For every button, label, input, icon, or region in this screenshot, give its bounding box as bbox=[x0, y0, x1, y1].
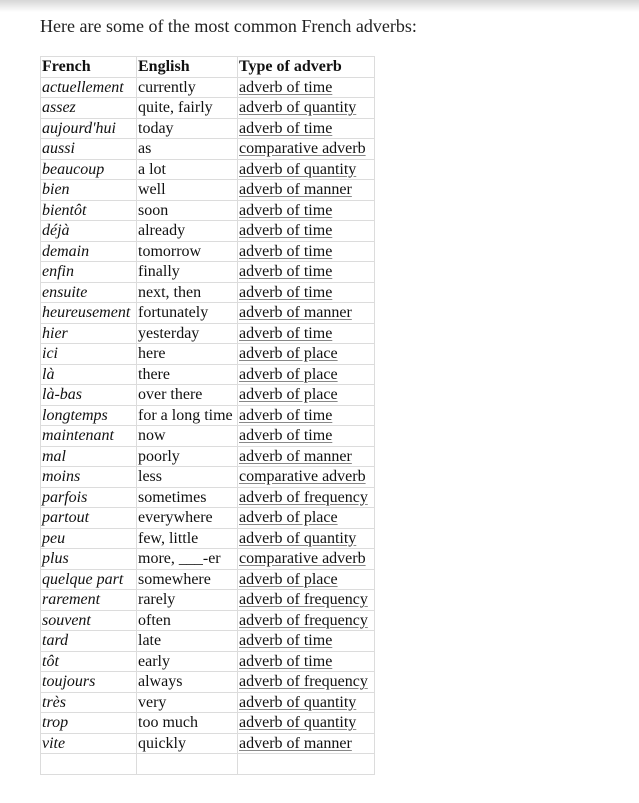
table-row bbox=[41, 651, 375, 672]
adverb-type-link[interactable]: adverb of place bbox=[239, 345, 338, 363]
adverb-type-link[interactable]: adverb of time bbox=[239, 406, 333, 424]
adverb-type-cell bbox=[238, 241, 375, 262]
adverb-type-link[interactable]: comparative adverb bbox=[239, 550, 366, 568]
english-translation: yesterday bbox=[137, 323, 238, 344]
table-row bbox=[41, 446, 375, 467]
adverb-type-cell bbox=[238, 364, 375, 385]
english-translation: next, then bbox=[137, 282, 238, 303]
english-translation: very bbox=[137, 692, 238, 713]
adverb-type-link[interactable]: adverb of time bbox=[239, 119, 333, 137]
adverb-type-link[interactable]: adverb of time bbox=[239, 242, 333, 260]
english-translation: today bbox=[137, 118, 238, 139]
table-row bbox=[41, 303, 375, 324]
adverb-type-link[interactable]: adverb of manner bbox=[239, 181, 352, 199]
table-row bbox=[41, 364, 375, 385]
table-row bbox=[41, 344, 375, 365]
adverb-type-link[interactable]: adverb of time bbox=[239, 263, 333, 281]
adverb-type-cell bbox=[238, 344, 375, 365]
english-translation: here bbox=[137, 344, 238, 365]
adverb-type-cell bbox=[238, 385, 375, 406]
empty-cell bbox=[41, 754, 137, 775]
adverb-type-link[interactable]: adverb of time bbox=[239, 324, 333, 342]
english-translation: currently bbox=[137, 77, 238, 98]
adverb-type-link[interactable]: adverb of manner bbox=[239, 734, 352, 752]
header-french: French bbox=[41, 57, 137, 78]
adverb-type-cell bbox=[238, 590, 375, 611]
adverb-type-cell bbox=[238, 610, 375, 631]
table-row bbox=[41, 385, 375, 406]
adverb-type-link[interactable]: adverb of place bbox=[239, 386, 338, 404]
french-word: mal bbox=[41, 446, 137, 467]
table-row bbox=[41, 159, 375, 180]
adverb-type-cell bbox=[238, 262, 375, 283]
adverb-type-cell bbox=[238, 508, 375, 529]
adverb-type-link[interactable]: adverb of frequency bbox=[239, 611, 368, 629]
adverb-type-cell bbox=[238, 733, 375, 754]
french-word: là bbox=[41, 364, 137, 385]
french-word: ici bbox=[41, 344, 137, 365]
adverb-type-cell bbox=[238, 98, 375, 119]
french-word: hier bbox=[41, 323, 137, 344]
table-row bbox=[41, 77, 375, 98]
english-translation: often bbox=[137, 610, 238, 631]
adverb-type-cell bbox=[238, 713, 375, 734]
adverbs-table bbox=[40, 56, 375, 775]
french-word: souvent bbox=[41, 610, 137, 631]
adverb-type-link[interactable]: adverb of quantity bbox=[239, 529, 357, 547]
french-word: très bbox=[41, 692, 137, 713]
french-word: enfin bbox=[41, 262, 137, 283]
french-word: toujours bbox=[41, 672, 137, 693]
table-row bbox=[41, 713, 375, 734]
english-translation: already bbox=[137, 221, 238, 242]
table-row bbox=[41, 323, 375, 344]
adverb-type-cell bbox=[238, 446, 375, 467]
adverb-type-cell bbox=[238, 569, 375, 590]
french-word: trop bbox=[41, 713, 137, 734]
french-word: aussi bbox=[41, 139, 137, 160]
adverb-type-link[interactable]: adverb of frequency bbox=[239, 673, 368, 691]
english-translation: now bbox=[137, 426, 238, 447]
table-row bbox=[41, 180, 375, 201]
english-translation: somewhere bbox=[137, 569, 238, 590]
english-translation: less bbox=[137, 467, 238, 488]
table-row bbox=[41, 467, 375, 488]
english-translation: as bbox=[137, 139, 238, 160]
english-translation: for a long time bbox=[137, 405, 238, 426]
english-translation: few, little bbox=[137, 528, 238, 549]
english-translation: finally bbox=[137, 262, 238, 283]
english-translation: soon bbox=[137, 200, 238, 221]
english-translation: fortunately bbox=[137, 303, 238, 324]
english-translation: tomorrow bbox=[137, 241, 238, 262]
adverb-type-link[interactable]: adverb of quantity bbox=[239, 99, 357, 117]
adverb-type-link[interactable]: adverb of time bbox=[239, 222, 333, 240]
english-translation: sometimes bbox=[137, 487, 238, 508]
table-row bbox=[41, 241, 375, 262]
french-word: quelque part bbox=[41, 569, 137, 590]
adverb-type-link[interactable]: comparative adverb bbox=[239, 140, 366, 158]
adverb-type-link[interactable]: adverb of time bbox=[239, 652, 333, 670]
table-row bbox=[41, 426, 375, 447]
adverb-type-cell bbox=[238, 139, 375, 160]
adverb-type-link[interactable]: adverb of time bbox=[239, 427, 333, 445]
french-word: tôt bbox=[41, 651, 137, 672]
english-translation: poorly bbox=[137, 446, 238, 467]
french-word: bientôt bbox=[41, 200, 137, 221]
table-row bbox=[41, 405, 375, 426]
adverb-type-cell bbox=[238, 426, 375, 447]
table-row bbox=[41, 610, 375, 631]
table-row bbox=[41, 528, 375, 549]
french-word: ensuite bbox=[41, 282, 137, 303]
adverb-type-link[interactable]: adverb of place bbox=[239, 365, 338, 383]
french-word: bien bbox=[41, 180, 137, 201]
intro-text: Here are some of the most common French adverbs: bbox=[40, 16, 417, 36]
empty-cell bbox=[137, 754, 238, 775]
adverb-type-cell bbox=[238, 221, 375, 242]
french-word: déjà bbox=[41, 221, 137, 242]
header-row bbox=[41, 57, 375, 78]
table-row bbox=[41, 282, 375, 303]
french-word: rarement bbox=[41, 590, 137, 611]
table-row bbox=[41, 631, 375, 652]
adverb-type-cell bbox=[238, 405, 375, 426]
english-translation: rarely bbox=[137, 590, 238, 611]
adverb-type-link[interactable]: adverb of frequency bbox=[239, 488, 368, 506]
french-word: maintenant bbox=[41, 426, 137, 447]
top-shadow bbox=[0, 0, 639, 12]
french-word: partout bbox=[41, 508, 137, 529]
french-word: heureusement bbox=[41, 303, 137, 324]
header-type: Type of adverb bbox=[238, 57, 375, 78]
header-english: English bbox=[137, 57, 238, 78]
adverb-type-cell bbox=[238, 631, 375, 652]
adverb-type-cell bbox=[238, 282, 375, 303]
french-word: longtemps bbox=[41, 405, 137, 426]
adverb-type-link[interactable]: adverb of place bbox=[239, 509, 338, 527]
french-word: peu bbox=[41, 528, 137, 549]
adverb-type-link[interactable]: adverb of time bbox=[239, 201, 333, 219]
table-row bbox=[41, 590, 375, 611]
adverb-type-cell bbox=[238, 692, 375, 713]
table-row bbox=[41, 139, 375, 160]
adverb-type-cell bbox=[238, 651, 375, 672]
table-row bbox=[41, 221, 375, 242]
table-row bbox=[41, 672, 375, 693]
english-translation: too much bbox=[137, 713, 238, 734]
adverb-type-link[interactable]: adverb of quantity bbox=[239, 160, 357, 178]
adverb-type-link[interactable]: adverb of quantity bbox=[239, 714, 357, 732]
french-word: moins bbox=[41, 467, 137, 488]
table-row bbox=[41, 200, 375, 221]
french-word: vite bbox=[41, 733, 137, 754]
adverb-type-link[interactable]: adverb of manner bbox=[239, 304, 352, 322]
adverb-type-cell bbox=[238, 323, 375, 344]
adverb-type-cell bbox=[238, 159, 375, 180]
french-word: là-bas bbox=[41, 385, 137, 406]
english-translation: always bbox=[137, 672, 238, 693]
english-translation: more, ___-er bbox=[137, 549, 238, 570]
adverb-type-link[interactable]: adverb of time bbox=[239, 78, 333, 96]
adverb-type-link[interactable]: adverb of quantity bbox=[239, 693, 357, 711]
adverb-type-cell bbox=[238, 528, 375, 549]
adverb-type-link[interactable]: adverb of manner bbox=[239, 447, 352, 465]
table-row bbox=[41, 262, 375, 283]
adverb-type-cell bbox=[238, 467, 375, 488]
adverb-type-link[interactable]: adverb of time bbox=[239, 632, 333, 650]
english-translation: there bbox=[137, 364, 238, 385]
english-translation: quite, fairly bbox=[137, 98, 238, 119]
french-word: actuellement bbox=[41, 77, 137, 98]
english-translation: well bbox=[137, 180, 238, 201]
table-row bbox=[41, 549, 375, 570]
table-row bbox=[41, 98, 375, 119]
adverb-type-cell bbox=[238, 200, 375, 221]
adverb-type-cell bbox=[238, 118, 375, 139]
adverb-type-link[interactable]: adverb of frequency bbox=[239, 591, 368, 609]
french-word: demain bbox=[41, 241, 137, 262]
adverb-type-cell bbox=[238, 487, 375, 508]
table-row bbox=[41, 118, 375, 139]
table-row bbox=[41, 487, 375, 508]
english-translation: over there bbox=[137, 385, 238, 406]
french-word: plus bbox=[41, 549, 137, 570]
table-row bbox=[41, 733, 375, 754]
english-translation: quickly bbox=[137, 733, 238, 754]
adverb-type-cell bbox=[238, 180, 375, 201]
french-word: tard bbox=[41, 631, 137, 652]
english-translation: everywhere bbox=[137, 508, 238, 529]
table-row bbox=[41, 692, 375, 713]
english-translation: late bbox=[137, 631, 238, 652]
adverb-type-link[interactable]: comparative adverb bbox=[239, 468, 366, 486]
adverb-type-link[interactable]: adverb of place bbox=[239, 570, 338, 588]
english-translation: early bbox=[137, 651, 238, 672]
english-translation: a lot bbox=[137, 159, 238, 180]
empty-cell bbox=[238, 754, 375, 775]
adverb-type-link[interactable]: adverb of time bbox=[239, 283, 333, 301]
table-row bbox=[41, 569, 375, 590]
french-word: parfois bbox=[41, 487, 137, 508]
french-word: beaucoup bbox=[41, 159, 137, 180]
table-row bbox=[41, 508, 375, 529]
french-word: assez bbox=[41, 98, 137, 119]
adverb-type-cell bbox=[238, 303, 375, 324]
adverb-type-cell bbox=[238, 672, 375, 693]
french-word: aujourd'hui bbox=[41, 118, 137, 139]
adverb-type-cell bbox=[238, 549, 375, 570]
adverb-type-cell bbox=[238, 77, 375, 98]
empty-row bbox=[41, 754, 375, 775]
